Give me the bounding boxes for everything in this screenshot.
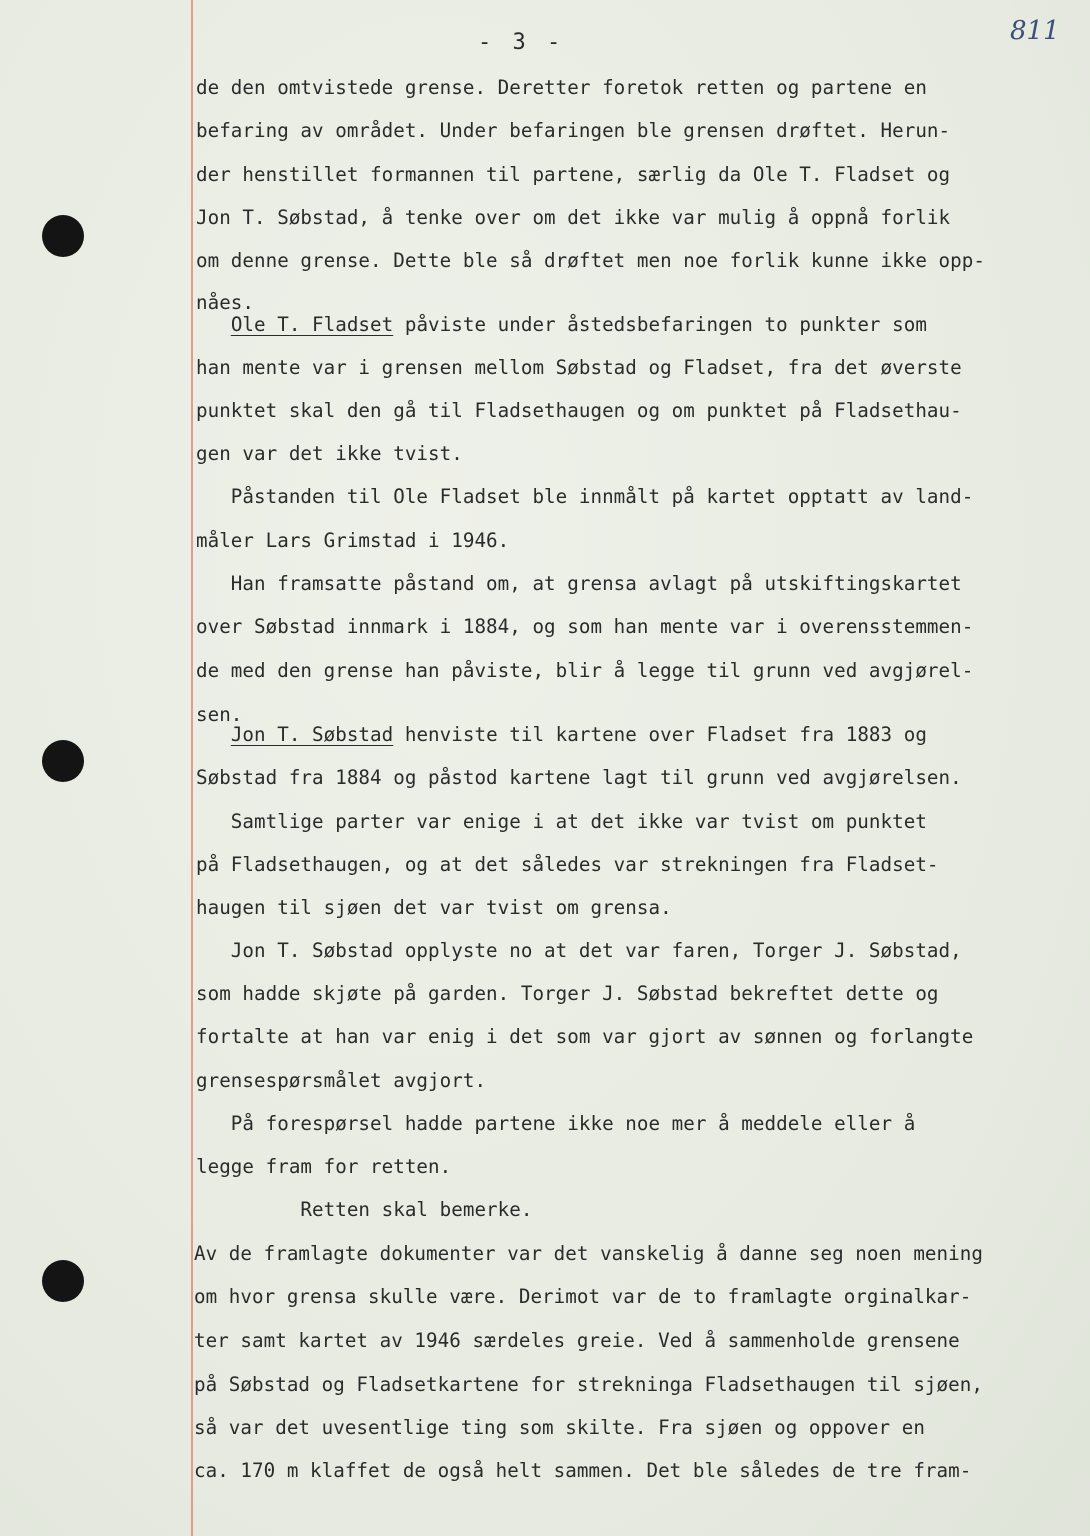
text-line: gen var det ikke tvist. (196, 442, 463, 465)
text-line: befaring av området. Under befaringen ble grensen drøftet. Herun- (196, 119, 951, 142)
text-line: om hvor grensa skulle være. Derimot var de to framlagte orginalkar- (194, 1285, 972, 1308)
party-name-jon: Jon T. Søbstad (230, 723, 394, 746)
text-line: nåes. (196, 291, 255, 314)
text-line: haugen til sjøen det var tvist om grensa. (196, 896, 672, 919)
punch-hole (42, 215, 84, 257)
text-line: ca. 170 m klaffet de også helt sammen. Det ble således de tre fram- (194, 1459, 972, 1482)
section-heading: Retten skal bemerke. (196, 1198, 533, 1221)
text-line: så var det uvesentlige ting som skilte. Fra sjøen og oppover en (194, 1416, 925, 1439)
folio-number: 811 (1010, 16, 1060, 46)
text-line (196, 313, 927, 336)
text-line: Jon T. Søbstad opplyste no at det var faren, Torger J. Søbstad, (196, 939, 962, 962)
text-line: Av de framlagte dokumenter var det vanskelig å danne seg noen mening (194, 1242, 983, 1265)
text-line: over Søbstad innmark i 1884, og som han mente var i overensstemmen- (196, 615, 974, 638)
text-line: sen. (196, 703, 243, 726)
text-line: punktet skal den gå til Fladsethaugen og om punktet på Fladsethau- (196, 399, 962, 422)
text-line: Han framsatte påstand om, at grensa avlagt på utskiftingskartet (196, 572, 962, 595)
text-line: på Fladsethaugen, og at det således var strekningen fra Fladset- (196, 853, 939, 876)
punch-hole (42, 1260, 84, 1302)
text-line: Søbstad fra 1884 og påstod kartene lagt til grunn ved avgjørelsen. (196, 766, 962, 789)
text-line: de den omtvistede grense. Deretter foretok retten og partene en (196, 76, 927, 99)
text-line: der henstillet formannen til partene, særlig da Ole T. Fladset og (196, 163, 951, 186)
text-line: grensespørsmålet avgjort. (196, 1069, 487, 1092)
text-line: Jon T. Søbstad, å tenke over om det ikke var mulig å oppnå forlik (196, 206, 951, 229)
punch-hole (42, 740, 84, 782)
text-line-rest: henviste til kartene over Fladset fra 1883 og (393, 723, 927, 746)
text-line (196, 723, 927, 746)
text-line: ter samt kartet av 1946 særdeles greie. Ved å sammenholde grensene (194, 1329, 960, 1352)
text-line: Samtlige parter var enige i at det ikke var tvist om punktet (196, 810, 927, 833)
text-line-rest: påviste under åstedsbefaringen to punkter som (393, 313, 927, 336)
text-line: om denne grense. Dette ble så drøftet men noe forlik kunne ikke opp- (196, 249, 985, 272)
text-line: legge fram for retten. (196, 1155, 452, 1178)
text-line: som hadde skjøte på garden. Torger J. Søbstad bekreftet dette og (196, 982, 939, 1005)
text-line: fortalte at han var enig i det som var gjort av sønnen og forlangte (196, 1025, 974, 1048)
text-line: Påstanden til Ole Fladset ble innmålt på kartet opptatt av land- (196, 485, 974, 508)
margin-line (191, 0, 193, 1536)
text-line: På forespørsel hadde partene ikke noe mer å meddele eller å (196, 1112, 916, 1135)
text-line: på Søbstad og Fladsetkartene for strekninga Fladsethaugen til sjøen, (194, 1373, 983, 1396)
text-line: de med den grense han påviste, blir å legge til grunn ved avgjørel- (196, 659, 974, 682)
page-number: - 3 - (478, 30, 565, 55)
text-line: måler Lars Grimstad i 1946. (196, 529, 510, 552)
party-name-ole: Ole T. Fladset (230, 313, 394, 336)
text-line: han mente var i grensen mellom Søbstad og Fladset, fra det øverste (196, 356, 962, 379)
